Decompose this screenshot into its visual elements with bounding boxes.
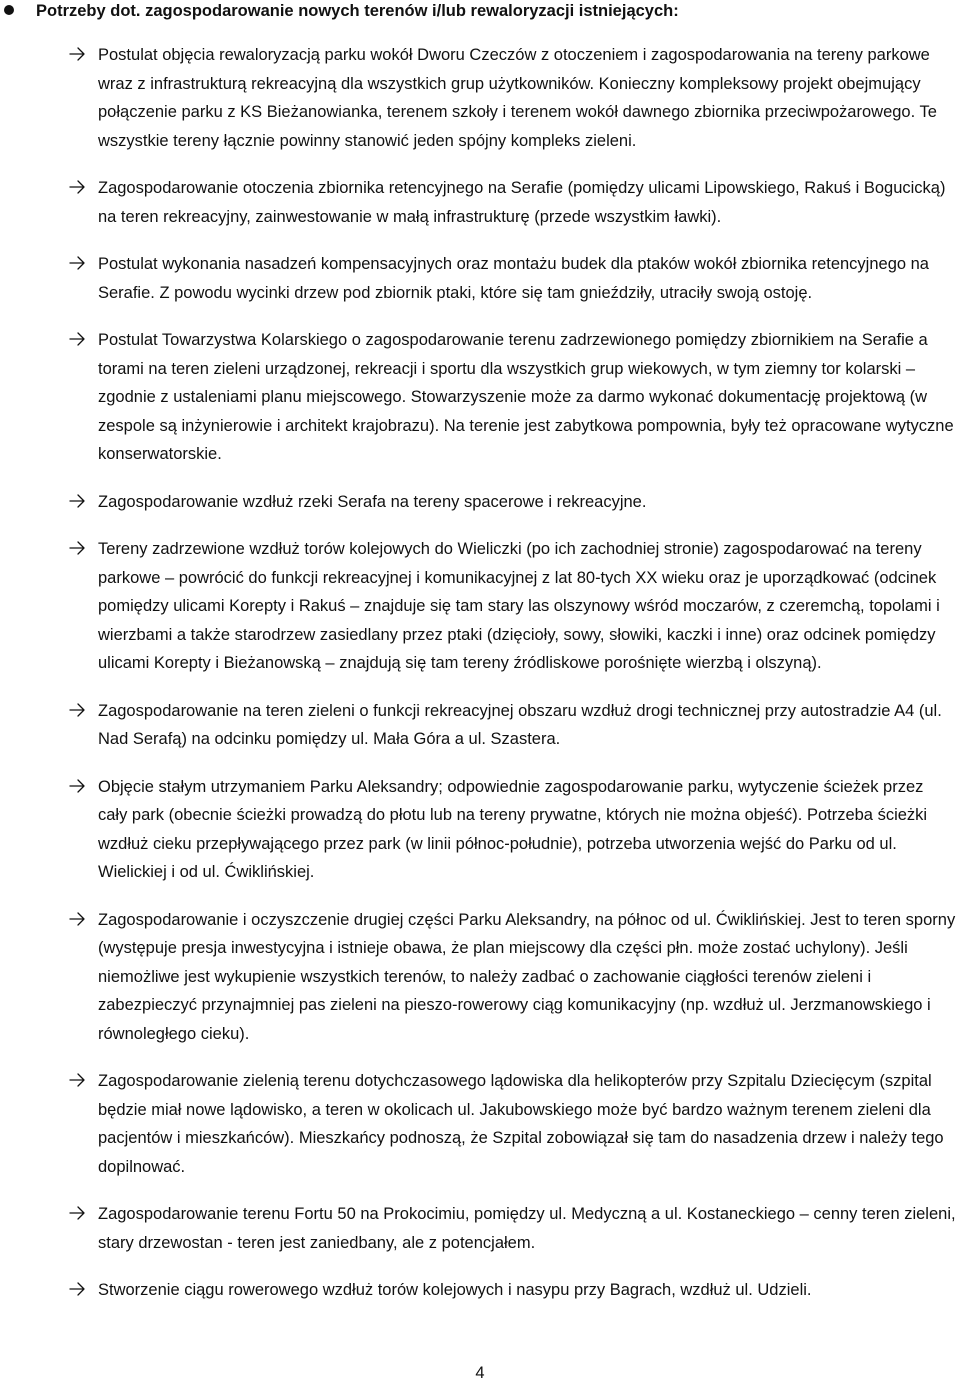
arrow-right-icon xyxy=(68,253,86,273)
page-number: 4 xyxy=(475,1364,485,1382)
arrow-right-icon xyxy=(68,538,86,558)
list-item xyxy=(0,697,960,754)
bullet-icon xyxy=(4,5,14,15)
arrow-right-icon xyxy=(68,329,86,349)
arrow-right-icon xyxy=(68,1279,86,1299)
postulate-list xyxy=(0,41,960,1324)
list-item xyxy=(0,535,960,678)
section-heading-text: Potrzeby dot. zagospodarowanie nowych terenów i/lub rewaloryzacji istniejących: xyxy=(36,2,679,20)
list-item-text: Objęcie stałym utrzymaniem Parku Aleksandry; odpowiednie zagospodarowanie parku, wytyczenie ścieżek przez cały park (obecnie ścieżki prowadzą do płotu lub na tereny prywatne, których nie można objeść). Potrzeba ścieżki wzdłuż cieku przepływającego przez park (w linii północ-południe), potrzeba utworzenia wejść do Parku od ul. Wielickiej i od ul. Ćwiklińskiej. xyxy=(98,777,928,881)
list-item-text: Postulat Towarzystwa Kolarskiego o zagospodarowanie terenu zadrzewionego pomiędzy zbiornikiem na Serafie a torami na teren zieleni urządzonej, rekreacji i sportu dla wszystkich grup wiekowych, w tym ziemny tor kolarski – zgodnie z ustaleniami planu miejscowego. Stowarzyszenie może za darmo wykonać dokumentację projektową (w zespole są inżynierowie i architekt krajobrazu). Na terenie jest zabytkowa pompownia, były też opracowane wytyczne konserwatorskie. xyxy=(98,331,954,463)
list-item-text: Tereny zadrzewione wzdłuż torów kolejowych do Wieliczki (po ich zachodniej stronie) zagospodarować na tereny parkowe – powrócić do funkcji rekreacyjnej i komunikacyjnej z lat 80-tych XX wieku oraz je uporządkować (odcinek pomiędzy ulicami Korepty i Rakuś – znajduje się tam stary las olszynowy wśród moczarów, z czeremchą, topolami i wierzbami a także starodrzew zasiedlany przez ptaki (dzięcioły, sowy, słowiki, kaczki i inne) oraz odcinek pomiędzy ulicami Korepty i Bieżanowską – znajdują się tam tereny źródliskowe porośnięte wierzbą i olszyną). xyxy=(98,540,940,672)
list-item xyxy=(0,1276,960,1305)
list-item xyxy=(0,488,960,517)
arrow-right-icon xyxy=(68,700,86,720)
list-item-text: Stworzenie ciągu rowerowego wzdłuż torów kolejowych i nasypu przy Bagrach, wzdłuż ul. Udzieli. xyxy=(98,1281,812,1299)
arrow-right-icon xyxy=(68,44,86,64)
list-item-text: Zagospodarowanie otoczenia zbiornika retencyjnego na Serafie (pomiędzy ulicami Lipowskiego, Rakuś i Bogucicką) na teren rekreacyjny, zainwestowanie w małą infrastrukturę (przede wszystkim ławki). xyxy=(98,179,946,226)
arrow-right-icon xyxy=(68,1203,86,1223)
list-item xyxy=(0,1200,960,1257)
list-item xyxy=(0,906,960,1049)
list-item xyxy=(0,1067,960,1181)
list-item xyxy=(0,41,960,155)
list-item-text: Postulat objęcia rewaloryzacją parku wokół Dworu Czeczów z otoczeniem i zagospodarowania na tereny parkowe wraz z infrastrukturą rekreacyjną dla wszystkich grup użytkowników. Konieczny kompleksowy projekt obejmujący połączenie parku z KS Bieżanowianka, terenem szkoły i terenem wokół dawnego zbiornika przeciwpożarowego. Te wszystkie tereny łącznie powinny stanowić jeden spójny kompleks zieleni. xyxy=(98,46,937,150)
arrow-right-icon xyxy=(68,909,86,929)
list-item-text: Zagospodarowanie zielenią terenu dotychczasowego lądowiska dla helikopterów przy Szpitalu Dziecięcym (szpital będzie miał nowe lądowisko, a teren w okolicach ul. Jakubowskiego może być bardzo ważnym terenem zieleni dla pacjentów i mieszkańców). Mieszkańcy podnoszą, że Szpital zobowiązał się tam do nasadzenia drzew i należy tego dopilnować. xyxy=(98,1072,944,1176)
list-item xyxy=(0,174,960,231)
list-item-text: Zagospodarowanie wzdłuż rzeki Serafa na tereny spacerowe i rekreacyjne. xyxy=(98,492,647,511)
list-item xyxy=(0,326,960,469)
arrow-right-icon xyxy=(68,177,86,197)
arrow-right-icon xyxy=(68,776,86,796)
list-item-text: Zagospodarowanie i oczyszczenie drugiej części Parku Aleksandry, na północ od ul. Ćwiklińskiej. Jest to teren sporny (występuje presja inwestycyjna i istnieje obawa, że plan miejscowy dla części płn. może zostać uchylony). Jeśli niemożliwe jest wykupienie wszystkich terenów, to należy zadbać o zachowanie ciągłości terenów zieleni i zabezpieczyć przynajmniej pas zieleni na pieszo-rowerowy ciąg komunikacyjny (np. wzdłuż ul. Jerzmanowskiego i równoległego cieku). xyxy=(98,910,956,1043)
list-item xyxy=(0,773,960,887)
list-item-text: Zagospodarowanie na teren zieleni o funkcji rekreacyjnej obszaru wzdłuż drogi technicznej przy autostradzie A4 (ul. Nad Serafą) na odcinku pomiędzy ul. Mała Góra a ul. Szastera. xyxy=(98,701,942,748)
list-item-text: Zagospodarowanie terenu Fortu 50 na Prokocimiu, pomiędzy ul. Medyczną a ul. Kostaneckiego – cenny teren zieleni, stary drzewostan - teren jest zaniedbany, ale z potencjałem. xyxy=(98,1205,956,1252)
list-item-text: Postulat wykonania nasadzeń kompensacyjnych oraz montażu budek dla ptaków wokół zbiornika retencyjnego na Serafie. Z powodu wycinki drzew pod zbiornik ptaki, które się tam gnieździły, utraciły swoją ostoję. xyxy=(98,255,929,302)
arrow-right-icon xyxy=(68,491,86,511)
arrow-right-icon xyxy=(68,1070,86,1090)
list-item xyxy=(0,250,960,307)
